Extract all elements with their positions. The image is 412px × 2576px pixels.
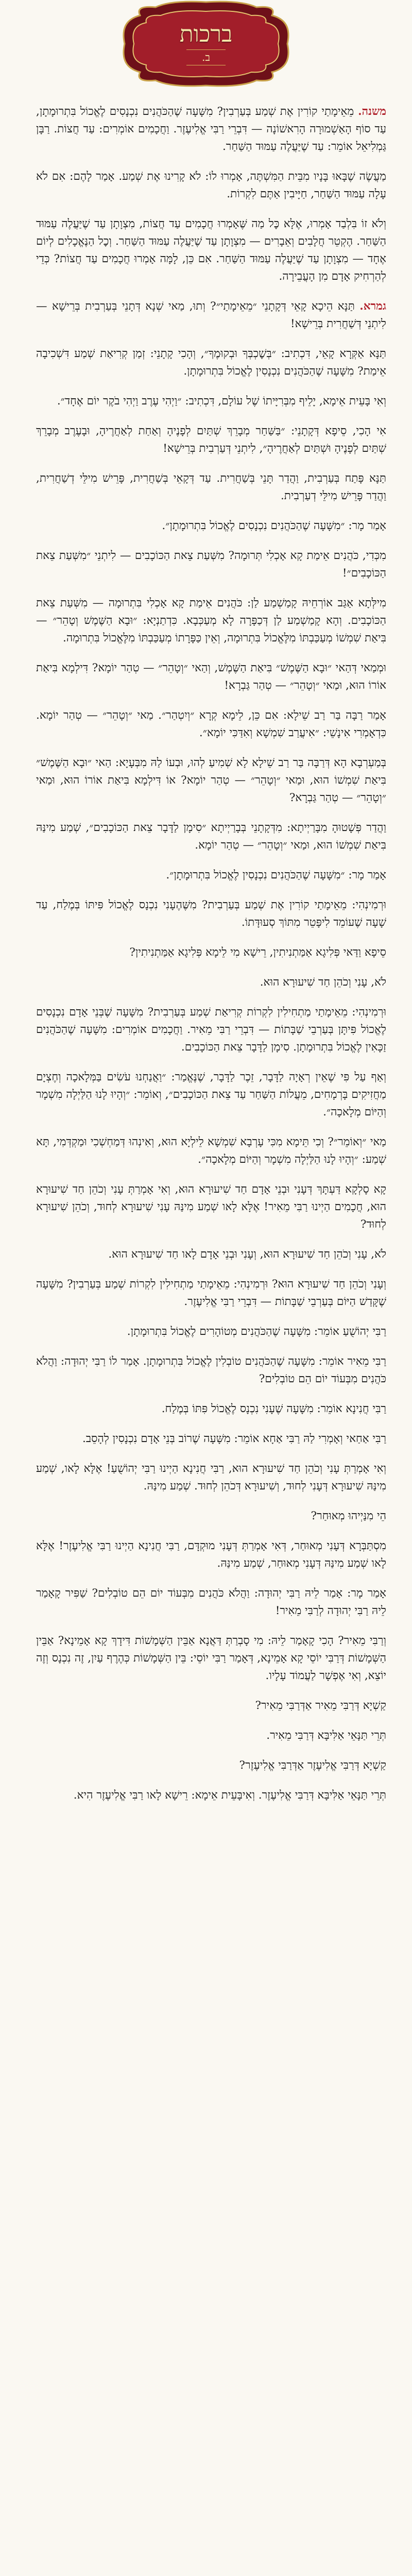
paragraph-text: אָמַר מָר: ״מִשָּׁעָה שֶׁהַכֹּהֲנִים נִכְנָסִים לֶאֱכוֹל בִּתְרוּמָתָן״. [162, 519, 386, 532]
text-paragraph [36, 1133, 386, 1168]
text-paragraph [36, 298, 386, 333]
text-paragraph [36, 1537, 386, 1572]
paragraph-text: רַבִּי חֲנִינָא אוֹמֵר: מִשָּׁעָה שֶׁעָנִי נִכְנָס לֶאֱכוֹל פִּתּוֹ בְּמֶלַח. [161, 1402, 386, 1415]
paragraph-text: וְאִי אָמְרַתְּ עָנִי וְכֹהֵן חַד שִׁיעוּרָא הוּא, רַבִּי חֲנִינָא הַיְינוּ רַבִּי יְהוֹשֻׁעַ! אֶלָּא לָאו, שְׁמַע מִינַּהּ שִׁיעוּרָא דְּעָנִי לְחוּד, וְשִׁיעוּרָא דְּכֹהֵן לְחוּד. שְׁמַע מִינַּהּ. [36, 1462, 386, 1493]
paragraph-text: אָמַר מָר: ״מִשָּׁעָה שֶׁהַכֹּהֲנִים נִכְנָסִין לֶאֱכוֹל בִּתְרוּמָתָן״. [166, 869, 386, 882]
paragraph-text: תַּנָּא פָּתַח בְּעַרְבִית, וַהֲדַר תָּנֵי בְּשַׁחֲרִית. עַד דְּקָאֵי בְּשַׁחֲרִית, פָּרֵישׁ מִילֵּי דְשַׁחֲרִית, וַהֲדַר פָּרֵישׁ מִילֵּי דְעַרְבִית. [36, 472, 386, 502]
text-paragraph [36, 215, 386, 285]
text-paragraph [36, 944, 386, 961]
paragraph-text: אִי הָכִי, סֵיפָא דְּקָתָנֵי: ״בַּשַּׁחַר מְבָרֵךְ שְׁתַּיִם לְפָנֶיהָ וְאַחַת לְאַחֲרֶיהָ, וּבָעֶרֶב מְבָרֵךְ שְׁתַּיִם לְפָנֶיהָ וּשְׁתַּיִם לְאַחֲרֶיהָ״, לִיתְנֵי דְּעַרְבִית בְּרֵישָׁא! [36, 425, 386, 455]
section-label: משנה. [358, 105, 386, 118]
text-paragraph [36, 1460, 386, 1495]
paragraph-text: הֵי מִנַּיְיהוּ מְאוּחַר? [311, 1510, 386, 1522]
paragraph-text: וַהֲדַר פְּשָׁטוּהָ מִבָּרַיְיתָא: מִדְּקָתָנֵי בְּבָרַיְיתָא ״סִימָן לַדָּבָר צֵאת הַכּוֹכָבִים״, שְׁמַע מִינַּהּ בִּיאַת שִׁמְשׁוֹ הוּא, וּמַאי ״וְטָהֵר״ — טְהַר יוֹמָא. [36, 821, 386, 852]
paragraph-text: תְּרֵי תַּנָּאֵי אַלִּיבָּא דְּרַבִּי אֱלִיעֶזֶר. וְאִיבָּעֵית אֵימָא: רֵישָׁא לָאו רַבִּי אֱלִיעֶזֶר הִיא. [73, 1789, 386, 1802]
paragraph-text: סֵיפָא וַדַּאי פְּלִיגָא אַמַּתְנִיתִין, רֵישָׁא מִי לֵימָא פְּלִיגָא אַמַּתְנִיתִין? [129, 946, 386, 959]
paragraph-text: מַאי ״וְאוֹמֵר״? וְכִי תֵּימָא מִכִּי עָרְבָא שִׁמְשָׁא לֵילְיָא הוּא, וְאִינְהוּ דְּמַחְשְׁכִי וּמַקְדְּמִי, תָּא שְׁמַע: ״וְהָיוּ לָנוּ הַלַּיְלָה מִשְׁמָר וְהַיּוֹם מְלָאכָה״. [36, 1136, 386, 1166]
text-paragraph [36, 1323, 386, 1341]
text-paragraph [36, 393, 386, 410]
text-paragraph [36, 1353, 386, 1388]
paragraph-text: מִסְתַּבְּרָא דְּעָנִי מְאוּחַר, דְּאִי אָמְרַתְּ דְּעָנִי מוּקְדָּם, רַבִּי חֲנִינָא הַיְינוּ רַבִּי אֱלִיעֶזֶר! אֶלָּא לָאו שְׁמַע מִינַּהּ דְּעָנִי מְאוּחַר, שְׁמַע מִינַּהּ. [36, 1539, 386, 1570]
paragraph-text: מִכְּדִי, כֹּהֲנִים אֵימַת קָא אָכְלִי תְּרוּמָה? מִשְּׁעַת צֵאת הַכּוֹכָבִים — לִיתְנֵי ״מִשְּׁעַת צֵאת הַכּוֹכָבִים״! [36, 549, 386, 580]
paragraph-text: בְּמַעְרְבָא הָא דְּרַבָּה בַּר רַב שֵׁילָא לָא שְׁמִיעַ לְהוּ, וּבְעוֹ לַהּ מִבְּעָיָא: הַאי ״וּבָא הַשֶּׁמֶשׁ״ בִּיאַת שִׁמְשׁוֹ הוּא, וּמַאי ״וְטָהֵר״ — טְהַר יוֹמָא? אוֹ דִּילְמָא בִּיאַת אוֹרוֹ הוּא, וּמַאי ״וְטָהֵר״ — טְהַר גַּבְרָא? [36, 756, 386, 804]
text-paragraph [36, 974, 386, 991]
paragraph-text: וְלֹא זוֹ בִּלְבַד אָמְרוּ, אֶלָּא כׇּל מַה שֶּׁאָמְרוּ חֲכָמִים עַד חֲצוֹת, מִצְוָתָן עַד שֶׁיַּעֲלֶה עַמּוּד הַשַּׁחַר. הֶקְטֵר חֲלָבִים וְאֵבָרִים — מִצְוָתָן עַד שֶׁיַּעֲלֶה עַמּוּד הַשַּׁחַר. וְכׇל הַנֶּאֱכָלִים לְיוֹם אֶחָד — מִצְוָתָן עַד שֶׁיַּעֲלֶה עַמּוּד הַשַּׁחַר. אִם כֵּן, לָמָּה אָמְרוּ חֲכָמִים עַד חֲצוֹת? כְּדֵי לְהַרְחִיק אָדָם מִן הָעֲבֵירָה. [36, 217, 386, 283]
paragraph-text: תְּרֵי תַּנָּאֵי אַלִּיבָּא דְּרַבִּי מֵאִיר. [266, 1729, 386, 1742]
text-paragraph [36, 345, 386, 380]
paragraph-text: תַּנָּא הֵיכָא קָאֵי דְּקָתָנֵי ״מֵאֵימָתַי״? וְתוּ, מַאי שְׁנָא דְּתָנֵי בְּעַרְבִית בְּרֵישָׁא — לִיתְנֵי דְּשַׁחֲרִית בְּרֵישָׁא! [36, 300, 386, 330]
text-paragraph [36, 1697, 386, 1715]
folio-label: ב. [186, 49, 226, 65]
text-paragraph [36, 422, 386, 457]
paragraph-text: קָא סָלְקָא דַּעְתָּךְ דְּעָנִי וּבְנֵי אָדָם חַד שִׁיעוּרָא הוּא, וְאִי אָמְרַתְּ עָנִי וְכֹהֵן חַד שִׁיעוּרָא הוּא, חֲכָמִים הַיְינוּ רַבִּי מֵאִיר! אֶלָּא לָאו שְׁמַע מִינַּהּ עָנִי שִׁיעוּרָא לְחוּד, וְכֹהֵן שִׁיעוּרָא לְחוּד? [36, 1183, 386, 1231]
paragraph-text: וְאַף עַל פִּי שֶׁאֵין רְאָיָה לַדָּבָר, זֵכֶר לַדָּבָר, שֶׁנֶּאֱמַר: ״וַאֲנַחְנוּ עֹשִׂים בַּמְּלָאכָה וְחֶצְיָם מַחֲזִיקִים בָּרְמָחִים, מֵעֲלוֹת הַשַּׁחַר עַד צֵאת הַכּוֹכָבִים״, וְאוֹמֵר: ״וְהָיוּ לָנוּ הַלַּיְלָה מִשְׁמָר וְהַיּוֹם מְלָאכָה״. [36, 1071, 386, 1118]
text-paragraph [36, 1507, 386, 1525]
text-paragraph [36, 819, 386, 854]
paragraph-text: קַשְׁיָא דְּרַבִּי אֱלִיעֶזֶר אַדְּרַבִּי אֱלִיעֶזֶר? [239, 1759, 386, 1772]
text-paragraph [36, 1246, 386, 1263]
text-paragraph [36, 1632, 386, 1685]
section-label: גמרא. [359, 300, 386, 313]
text-paragraph [36, 867, 386, 884]
paragraph-text: וְאִי בָּעֵית אֵימָא, יָלֵיף מִבְּרִיָּיתוֹ שֶׁל עוֹלָם, דִּכְתִיב: ״וַיְהִי עֶרֶב וַיְהִי בֹקֶר יוֹם אֶחָד״. [57, 395, 386, 408]
paragraph-text: מֵאֵימָתַי קוֹרִין אֶת שְׁמַע בְּעַרְבִין? מִשָּׁעָה שֶׁהַכֹּהֲנִים נִכְנָסִים לֶאֱכוֹל בִּתְרוּמָתָן, עַד סוֹף הָאַשְׁמוּרָה הָרִאשׁוֹנָה — דִּבְרֵי רַבִּי אֱלִיעֶזֶר. וַחֲכָמִים אוֹמְרִים: עַד חֲצוֹת. רַבָּן גַּמְלִיאֵל אוֹמֵר: עַד שֶׁיַּעֲלֶה עַמּוּד הַשַּׁחַר. [36, 105, 386, 153]
text-paragraph [36, 103, 386, 156]
text-paragraph [36, 1757, 386, 1774]
page-title: ברכות [179, 21, 233, 48]
paragraph-text: וְרַבִּי מֵאִיר? הָכִי קָאָמַר לֵיהּ: מִי סָבְרַתְּ דַּאֲנָא אַבֵּין הַשְּׁמָשׁוֹת דִּידָךְ קָא אָמֵינָא? אַבֵּין הַשְּׁמָשׁוֹת דְּרַבִּי יוֹסֵי קָא אָמֵינָא, דְּאָמַר רַבִּי יוֹסֵי: בֵּין הַשְּׁמָשׁוֹת כְּהֶרֶף עַיִן, זֶה נִכְנָס וְזֶה יוֹצֵא, וְאִי אֶפְשָׁר לַעֲמוֹד עָלָיו. [36, 1634, 386, 1682]
paragraph-text: מִילְּתָא אַגַּב אוֹרְחֵיהּ קָמַשְׁמַע לַן: כֹּהֲנִים אֵימַת קָא אָכְלִי בִּתְרוּמָה — מִשְּׁעַת צֵאת הַכּוֹכָבִים. וְהָא קָמַשְׁמַע לַן דְּכַפָּרָה לָא מְעַכְּבָא. כִּדְתַנְיָא: ״וּבָא הַשֶּׁמֶשׁ וְטָהֵר״ — בִּיאַת שִׁמְשׁוֹ מְעַכַּבְתּוֹ מִלֶּאֱכוֹל בִּתְרוּמָה, וְאֵין כַּפָּרָתוֹ מְעַכַּבְתּוֹ מִלֶּאֱכוֹל בִּתְרוּמָה. [36, 597, 386, 645]
text-paragraph [36, 1276, 386, 1311]
paragraph-text: תַּנָּא אַקְּרָא קָאֵי, דִּכְתִיב: ״בְּשׇׁכְבְּךָ וּבְקוּמֶךָ״, וְהָכִי קָתָנֵי: זְמַן קְרִיאַת שְׁמַע דִּשְׁכִיבָה אֵימַת? מִשָּׁעָה שֶׁהַכֹּהֲנִים נִכְנָסִין לֶאֱכוֹל בִּתְרוּמָתָן. [36, 347, 386, 378]
paragraph-text: לֹא, עָנִי וְכֹהֵן חַד שִׁיעוּרָא הוּא. [260, 976, 386, 989]
paragraph-text: רַבִּי יְהוֹשֻׁעַ אוֹמֵר: מִשָּׁעָה שֶׁהַכֹּהֲנִים מְטוֹהָרִים לֶאֱכוֹל בִּתְרוּמָתָן. [127, 1325, 386, 1338]
text-paragraph [36, 896, 386, 931]
text-paragraph [36, 168, 386, 203]
text-paragraph [36, 595, 386, 647]
text-paragraph [36, 1181, 386, 1233]
text-paragraph [36, 659, 386, 694]
text-paragraph [36, 707, 386, 742]
text-paragraph [36, 1004, 386, 1056]
paragraph-text: וּמְמַאי דְּהַאי ״וּבָא הַשֶּׁמֶשׁ״ בִּיאַת הַשֶּׁמֶשׁ, וְהַאי ״וְטָהֵר״ — טְהַר יוֹמָא? דִּילְמָא בִּיאַת אוֹרוֹ הוּא, וּמַאי ״וְטָהֵר״ — טְהַר גַּבְרָא! [36, 662, 386, 692]
paragraph-text: וּרְמִינְהִי: מֵאֵימָתַי קוֹרִין אֶת שְׁמַע בְּעַרְבִית? מִשֶּׁהֶעָנִי נִכְנָס לֶאֱכוֹל פִּיתּוֹ בְּמֶלַח, עַד שָׁעָה שֶׁעוֹמֵד לִיפָּטֵר מִתּוֹךְ סְעוּדָּתוֹ. [36, 899, 386, 929]
text-paragraph [36, 470, 386, 505]
text-paragraph [36, 1585, 386, 1620]
talmud-text [36, 103, 386, 1817]
paragraph-text: אָמַר רַבָּה בַּר רַב שֵׁילָא: אִם כֵּן, לֵימָא קְרָא ״וְיִטְהַר״. מַאי ״וְטָהֵר״ — טְהַר יוֹמָא. כִּדְאָמְרִי אִינָשֵׁי: ״אִיעֲרַב שִׁמְשָׁא וְאִדַּכִּי יוֹמָא״. [36, 709, 386, 739]
paragraph-text: וְעָנִי וְכֹהֵן חַד שִׁיעוּרָא הוּא? וּרְמִינְהִי: מֵאֵימָתַי מַתְחִילִין לִקְרוֹת שְׁמַע בְּעַרְבִין? מִשָּׁעָה שֶׁקָּדַשׁ הַיּוֹם בְּעַרְבֵי שַׁבָּתוֹת — דִּבְרֵי רַבִּי אֱלִיעֶזֶר. [36, 1278, 386, 1308]
text-paragraph [36, 517, 386, 535]
paragraph-text: לֹא, עָנִי וְכֹהֵן חַד שִׁיעוּרָא הוּא, וְעָנִי וּבְנֵי אָדָם לָאו חַד שִׁיעוּרָא הוּא. [108, 1248, 386, 1261]
text-paragraph [36, 1430, 386, 1448]
paragraph-text: מַעֲשֶׂה שֶׁבָּאוּ בָּנָיו מִבֵּית הַמִּשְׁתֶּה, אָמְרוּ לוֹ: לֹא קָרִינוּ אֶת שְׁמַע. אָמַר לָהֶם: אִם לֹא עָלָה עַמּוּד הַשַּׁחַר, חַיָּיבִין אַתֶּם לִקְרוֹת. [36, 170, 386, 200]
text-paragraph [36, 1400, 386, 1418]
title-banner [129, 5, 283, 82]
text-paragraph [36, 547, 386, 582]
text-paragraph [36, 754, 386, 807]
text-paragraph [36, 1787, 386, 1804]
text-paragraph [36, 1069, 386, 1121]
paragraph-text: וּרְמִינְהִי: מֵאֵימָתַי מַתְחִילִין לִקְרוֹת קְרִיאַת שְׁמַע בְּעַרְבִית? מִשָּׁעָה שֶׁבְּנֵי אָדָם נִכְנָסִים לֶאֱכוֹל פִּיתָּן בְּעַרְבֵי שַׁבָּתוֹת — דִּבְרֵי רַבִּי מֵאִיר. וַחֲכָמִים אוֹמְרִים: מִשָּׁעָה שֶׁהַכֹּהֲנִים זַכָּאִין לֶאֱכוֹל בִּתְרוּמָתָן. סִימָן לַדָּבָר צֵאת הַכּוֹכָבִים. [36, 1006, 386, 1054]
paragraph-text: אָמַר מָר: אָמַר לֵיהּ רַבִּי יְהוּדָה: וַהֲלֹא כֹּהֲנִים מִבְּעוֹד יוֹם הֵם טוֹבְלִים? שַׁפִּיר קָאָמַר לֵיהּ רַבִּי יְהוּדָה לְרַבִּי מֵאִיר! [36, 1587, 386, 1617]
paragraph-text: קַשְׁיָא דְּרַבִּי מֵאִיר אַדְּרַבִּי מֵאִיר? [255, 1699, 386, 1712]
paragraph-text: רַבִּי אַחַאי וְאָמְרִי לַהּ רַבִּי אַחָא אוֹמֵר: מִשָּׁעָה שֶׁרוֹב בְּנֵי אָדָם נִכְנָסִין לְהָסֵב. [82, 1432, 386, 1445]
paragraph-text: רַבִּי מֵאִיר אוֹמֵר: מִשָּׁעָה שֶׁהַכֹּהֲנִים טוֹבְלִין לֶאֱכוֹל בִּתְרוּמָתָן. אָמַר לוֹ רַבִּי יְהוּדָה: וַהֲלֹא כֹּהֲנִים מִבְּעוֹד יוֹם הֵם טוֹבְלִים? [36, 1355, 386, 1385]
text-paragraph [36, 1727, 386, 1744]
